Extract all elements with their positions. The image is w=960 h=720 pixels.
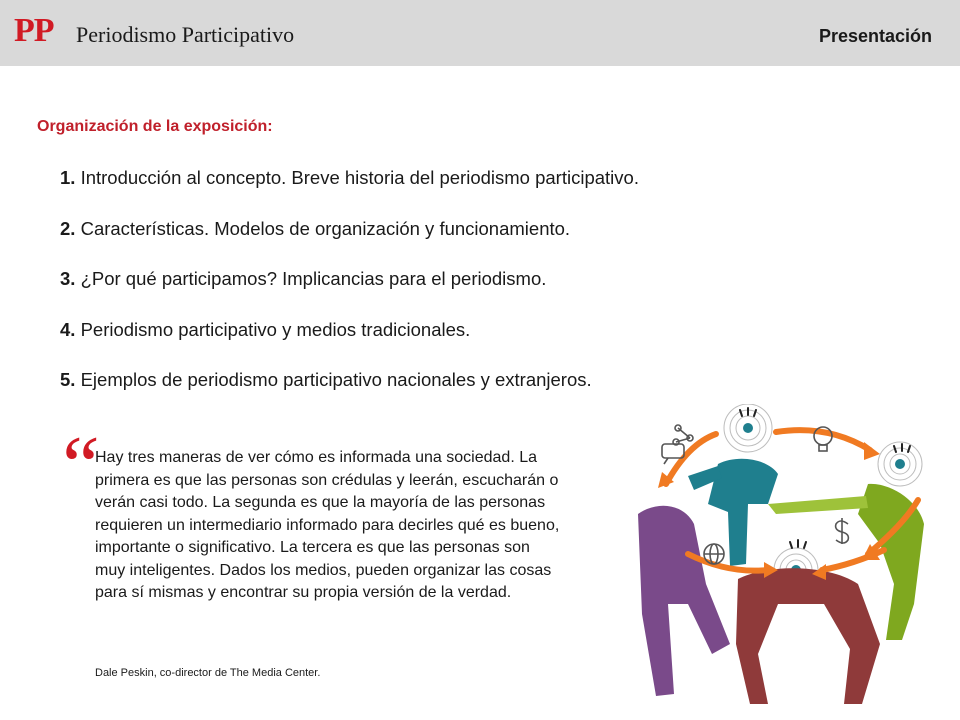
section-label: Presentación [818,26,932,46]
agenda-item [60,368,639,419]
pp-logo: PP [14,12,54,49]
quote-mark-icon: “ [54,419,101,512]
header-bar [0,0,960,66]
agenda-item [60,318,639,369]
agenda-item-text: Características. Modelos de organización y funcionamiento. [75,217,571,239]
network-icon [673,425,693,445]
quote-author: Dale Peskin, co-director de The Media Center. [95,667,321,679]
agenda-item-text: Periodismo participativo y medios tradicionales. [75,318,471,340]
organization-title: Organización de la exposición: [37,118,273,135]
head-icon [743,423,753,433]
maroon-figure [736,568,880,704]
agenda-item-number: 5. [60,369,76,390]
agenda-item [60,166,639,217]
arrow-head [864,442,880,460]
agenda-item-text: ¿Por qué participamos? Implicancias para el periodismo. [75,268,547,289]
agenda-list [60,166,639,419]
participation-illustration [618,404,956,716]
agenda-item-text: Introducción al concepto. Breve historia del periodismo participativo. [75,167,639,188]
brand-title: Periodismo Participativo [76,22,295,47]
globe-icon [704,544,724,564]
agenda-item-number: 3. [60,268,76,289]
agenda-item [60,217,639,268]
quote-text: Hay tres maneras de ver cómo es informada una sociedad. La primera es que las personas son crédulas y leerán, escucharán o verán casi todo. La segunda es que la mayoría de las personas requieren un intermediario informado para decirles qué es bueno, importante o significativo. La tercera es que las personas son muy inteligentes. Dados los medios, pueden organizar las cosas para sí mismas y encontrar su propia versión de la verdad. [95,449,560,601]
dollar-icon [836,518,849,544]
agenda-item-number: 1. [60,167,76,188]
purple-figure [638,506,730,696]
agenda-item-number: 2. [60,217,76,239]
agenda-item [60,267,639,318]
agenda-item-number: 4. [60,318,76,340]
agenda-item-text: Ejemplos de periodismo participativo nacionales y extranjeros. [75,369,592,390]
head-icon [895,459,905,469]
